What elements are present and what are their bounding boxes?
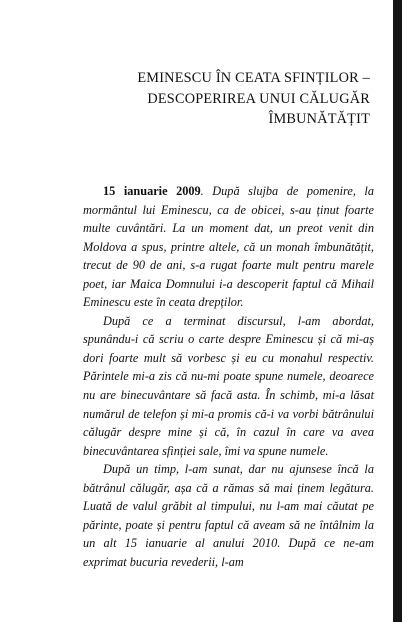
paragraph-2: După ce a terminat discursul, l-am abordat, spunându-i că scriu o carte despre Eminescu și că mi-aș dori foarte mult să vorbesc și eu cu monahul respectiv. Părintele mi-a zis că nu-mi poate spune numele, deoarece nu are binecuvântare să facă asta. În schimb, mi-a lăsat numărul de telefon și mi-a promis că-i va vorbi bătrânului călugăr despre mine și că, în cazul în care va avea binecuvântarea sfinției sale, îmi va spune numele. (83, 313, 374, 458)
chapter-title (70, 68, 370, 130)
chapter-title-line-3: ÎMBUNĂTĂȚIT (268, 111, 370, 127)
paragraph-1-text: . După slujba de pomenire, la mormântul lui Eminescu, ca de obicei, s-au ținut foarte multe cuvântări. La un moment dat, un preot venit din Moldova a spus, printre altele, că un monah îmbunătățit, trecut de 90 de ani, s-a rugat foarte mult pentru marele poet, iar Maica Domnului i-a descoperit faptul că Mihail Eminescu este în ceata drepților. (83, 184, 374, 310)
entry-date: 15 ianuarie 2009 (103, 184, 201, 198)
body-text (83, 182, 374, 571)
page-edge (393, 0, 402, 622)
chapter-title-line-2: DESCOPERIREA UNUI CĂLUGĂR (147, 90, 370, 107)
paragraph-3: După un timp, l-am sunat, dar nu ajunsese încă la bătrânul călugăr, așa că a rămas să mai ținem legătura. Luată de valul grăbit al timpului, nu l-am mai căutat pe părinte, poate și pentru faptul că aveam să ne întâlnim la un alt 15 ianuarie al anului 2010. După ce ne-am exprimat bucuria revederii, l-am (83, 462, 374, 569)
chapter-title-line-1: EMINESCU ÎN CEATA SFINȚILOR – (137, 70, 370, 86)
paragraph-1 (83, 182, 374, 312)
